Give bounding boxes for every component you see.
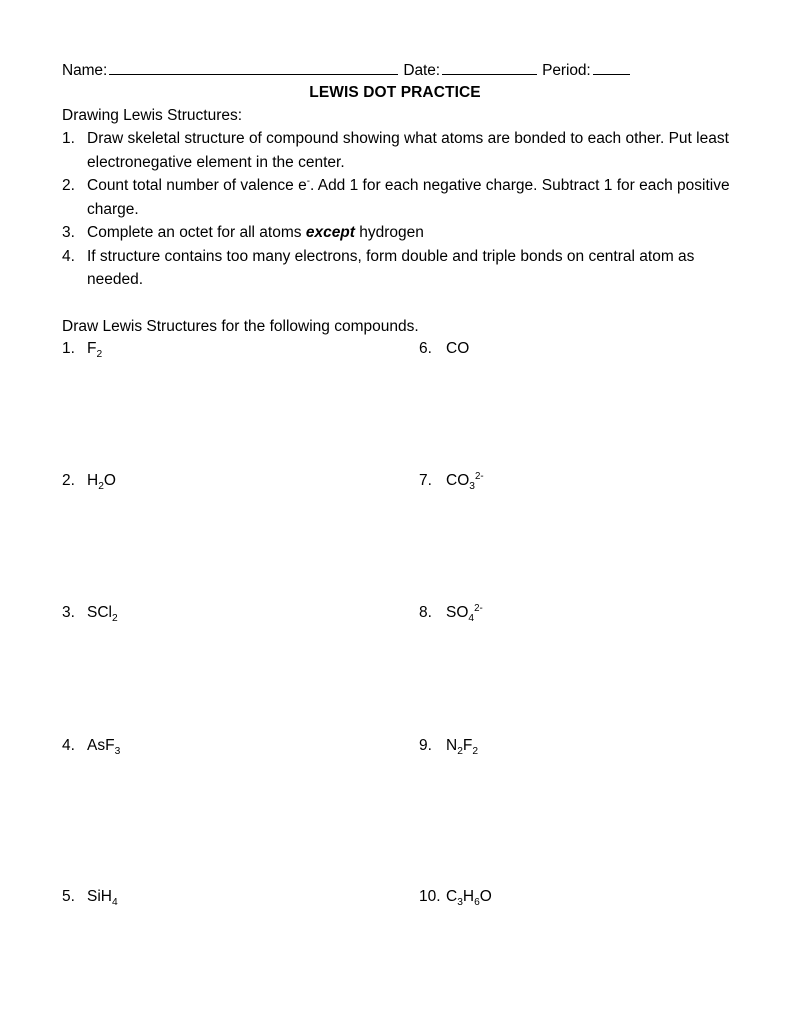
step-text (87, 224, 424, 241)
compound-item-9 (419, 735, 478, 757)
formula-subscript: 4 (468, 612, 475, 624)
formula-subscript: 3 (457, 896, 463, 908)
page-title: LEWIS DOT PRACTICE (309, 84, 481, 101)
step-number: 1. (62, 130, 75, 147)
formula-text: AsF (87, 736, 115, 754)
compound-number: 3. (62, 603, 75, 621)
compound-list (62, 338, 734, 918)
period-label: Period: (542, 62, 591, 79)
formula-text: SCl (87, 603, 112, 621)
name-blank-field[interactable] (109, 61, 398, 75)
step-text (87, 177, 730, 218)
step-text: Draw skeletal structure of compound showing what atoms are bonded to each other. Put least electronegative element in the center. (87, 130, 729, 171)
formula-text: C (446, 887, 458, 905)
formula-subscript: 3 (469, 480, 475, 492)
formula-text: F (462, 736, 473, 754)
compound-item-8 (419, 602, 483, 624)
electron-charge-superscript: - (306, 175, 310, 187)
compound-number: 7. (419, 471, 432, 489)
compound-formula (87, 338, 102, 360)
date-label: Date: (403, 62, 440, 79)
compound-item-4 (62, 735, 120, 757)
period-blank-field[interactable] (593, 61, 630, 75)
formula-text: O (103, 471, 116, 489)
compound-formula (446, 602, 483, 624)
compound-formula (446, 886, 492, 908)
formula-text: CO (446, 339, 470, 357)
compound-formula (446, 338, 469, 360)
formula-text: H (462, 887, 475, 905)
formula-text: CO (446, 471, 470, 489)
name-label: Name: (62, 62, 108, 79)
compound-item-2 (62, 470, 116, 492)
compound-formula (87, 735, 120, 757)
compound-number: 4. (62, 736, 75, 754)
formula-subscript: 2 (96, 348, 103, 360)
page-content (62, 60, 734, 918)
step-text: If structure contains too many electrons, form double and triple bonds on central atom as needed. (87, 247, 695, 288)
formula-text: SiH (87, 887, 112, 905)
compound-formula (87, 602, 118, 624)
formula-subscript: 2 (111, 612, 118, 624)
step-text-before: Complete an octet for all atoms (87, 224, 306, 241)
instruction-step-4 (62, 245, 734, 292)
step-text-after: hydrogen (354, 224, 424, 241)
formula-text: F (87, 339, 97, 357)
step-number: 2. (62, 177, 75, 194)
instruction-step-3 (62, 221, 734, 245)
compound-formula (87, 470, 116, 492)
formula-charge-superscript: 2- (474, 602, 483, 614)
formula-subscript: 2 (457, 745, 463, 757)
formula-text: SO (446, 603, 469, 621)
compound-item-10 (419, 886, 492, 908)
compound-item-3 (62, 602, 118, 624)
compound-number: 6. (419, 339, 432, 357)
formula-subscript: 3 (114, 745, 121, 757)
formula-subscript: 4 (111, 896, 118, 908)
emphasis-except: except (305, 224, 355, 241)
step-text-after: . Add 1 for each negative charge. Subtract 1 for each positive charge. (87, 177, 730, 218)
compound-formula (446, 470, 484, 492)
formula-text: N (446, 736, 458, 754)
compound-number: 5. (62, 887, 75, 905)
instructions-list (62, 127, 734, 292)
instruction-step-1 (62, 127, 734, 174)
compound-number: 9. (419, 736, 432, 754)
instructions-heading: Drawing Lewis Structures: (62, 107, 243, 124)
compound-formula (446, 735, 478, 757)
compound-number: 10. (419, 887, 441, 905)
date-blank-field[interactable] (442, 61, 537, 75)
instruction-step-2 (62, 174, 734, 221)
step-text-before: Count total number of valence e (87, 177, 307, 194)
step-number: 3. (62, 224, 75, 241)
compound-formula (87, 886, 118, 908)
formula-subscript: 2 (472, 745, 479, 757)
compound-number: 2. (62, 471, 75, 489)
compound-number: 1. (62, 339, 75, 357)
compound-number: 8. (419, 603, 432, 621)
worksheet-prompt: Draw Lewis Structures for the following compounds. (62, 317, 419, 335)
compound-item-1 (62, 338, 102, 360)
formula-subscript: 6 (474, 896, 480, 908)
formula-charge-superscript: 2- (474, 470, 484, 482)
student-info-line (62, 60, 734, 82)
step-number: 4. (62, 247, 75, 265)
compound-item-7 (419, 470, 484, 492)
formula-subscript: 2 (98, 480, 104, 492)
formula-text: O (479, 887, 492, 905)
compound-item-6 (419, 338, 469, 360)
formula-text: H (87, 471, 99, 489)
compound-item-5 (62, 886, 118, 908)
